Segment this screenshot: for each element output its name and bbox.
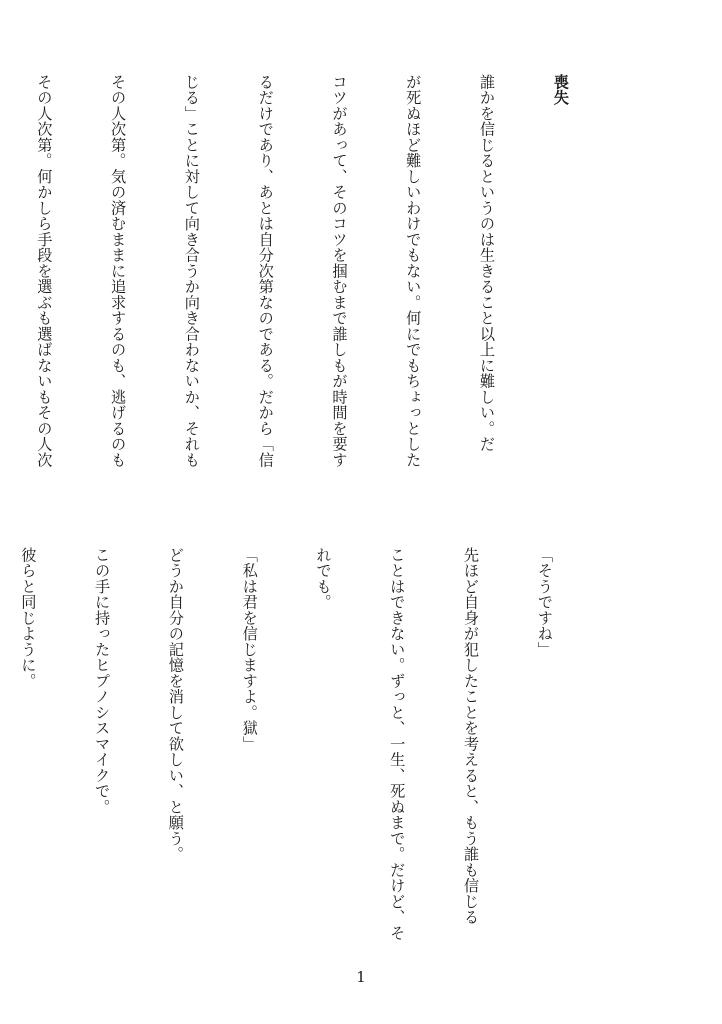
text-line: この手に持ったヒプノシスマイクで。 bbox=[93, 547, 112, 815]
text-line: るだけであり、あとは自分次第なのである。だから「信 bbox=[256, 74, 275, 468]
chapter-title: 喪失 bbox=[551, 74, 570, 106]
page-number: 1 bbox=[356, 968, 366, 986]
text-line: れでも。 bbox=[314, 547, 333, 610]
text-line: 「私は君を信じますよ。獄」 bbox=[240, 547, 259, 752]
text-line: どうか自分の記憶を消して欲しい、と願う。 bbox=[166, 547, 185, 862]
text-line: じる」ことに対して向き合うか向き合わないか、それも bbox=[182, 74, 201, 468]
text-line: コツがあって、そのコツを掴むまで誰しもが時間を要す bbox=[330, 74, 349, 468]
text-line: ことはできない。ずっと、一生、死ぬまで。だけど、そ bbox=[388, 547, 407, 941]
text-line: が死ぬほど難しいわけでもない。何にでもちょっとした bbox=[404, 74, 423, 468]
text-line: 誰かを信じるというのは生きること以上に難しい。だ bbox=[478, 74, 497, 452]
lower-text-block bbox=[19, 547, 606, 959]
text-line: その人次第。何かしら手段を選ぶも選ばないもその人次 bbox=[35, 74, 54, 468]
text-line: 先ほど自身が犯したことを考えると、もう誰も信じる bbox=[462, 547, 481, 925]
text-line: 彼らと同じように。 bbox=[19, 547, 38, 689]
text-line: その人次第。気の済むままに追求するのも、逃げるのも bbox=[109, 74, 128, 468]
text-line: 「そうですね」 bbox=[535, 547, 554, 658]
upper-text-block bbox=[35, 74, 622, 526]
